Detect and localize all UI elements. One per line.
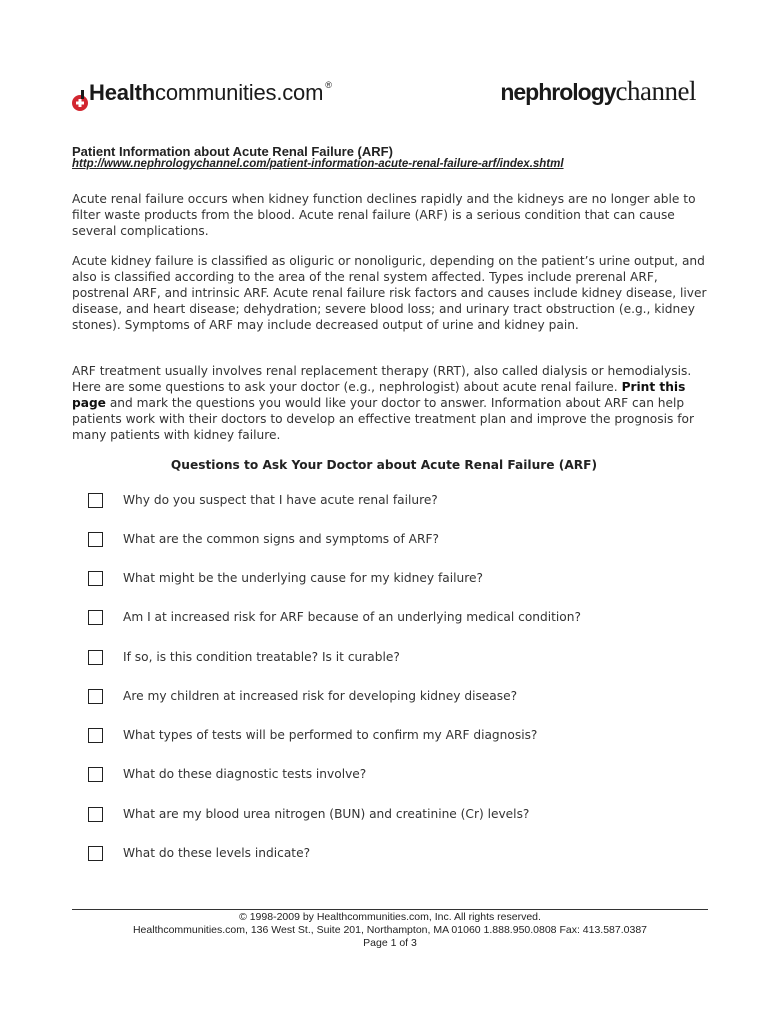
question-text: Are my children at increased risk for developing kidney disease?	[123, 689, 518, 703]
document-title: Patient Information about Acute Renal Failure (ARF)	[72, 144, 393, 159]
page-number: Page 1 of 3	[363, 937, 417, 949]
checkbox-icon[interactable]	[88, 767, 103, 782]
question-text: What are my blood urea nitrogen (BUN) and creatinine (Cr) levels?	[123, 807, 530, 821]
print-this-page-emphasis: Print this page	[72, 380, 686, 410]
checkbox-icon[interactable]	[88, 650, 103, 665]
health-cross-icon	[72, 90, 90, 112]
checkbox-icon[interactable]	[88, 571, 103, 586]
question-text: What do these levels indicate?	[123, 846, 311, 860]
nephrology-wordmark: nephrology	[500, 79, 616, 105]
checkbox-icon[interactable]	[88, 689, 103, 704]
question-item	[88, 689, 688, 707]
question-item	[88, 728, 688, 746]
question-text: Am I at increased risk for ARF because of an underlying medical condition?	[123, 610, 581, 624]
question-item	[88, 532, 688, 550]
question-item	[88, 610, 688, 628]
question-text: What types of tests will be performed to confirm my ARF diagnosis?	[123, 728, 538, 742]
footer-address: Healthcommunities.com, 136 West St., Suite 201, Northampton, MA 01060 1.888.950.0808 Fax: 413.587.0387	[132, 924, 648, 936]
treatment-paragraph: ARF treatment usually involves renal replacement therapy (RRT), also called dialysis or hemodialysis. Here are some questions to ask your doctor (e.g., nephrologist) about acute renal failure. Print this page and mark the questions you would like your doctor to answer. Information about ARF can help patients work with their doctors to develop an effective treatment plan and improve the prognosis for many patients with kidney failure.	[72, 364, 694, 442]
question-text: Why do you suspect that I have acute renal failure?	[123, 493, 438, 507]
question-item	[88, 767, 688, 785]
question-item	[88, 493, 688, 511]
checkbox-icon[interactable]	[88, 610, 103, 625]
channel-wordmark: channel	[615, 76, 696, 106]
classification-paragraph: Acute kidney failure is classified as oliguric or nonoliguric, depending on the patient’s urine output, and also is classified according to the area of the renal system affected. Types include prerenal ARF, postrenal ARF, and intrinsic ARF. Acute renal failure risk factors and causes include kidney disease, liver disease, and heart disease; dehydration; severe blood loss; and urinary tract obstruction (e.g., kidney stones). Symptoms of ARF may include decreased output of urine and kidney pain.	[72, 254, 707, 332]
question-item	[88, 650, 688, 668]
checkbox-icon[interactable]	[88, 493, 103, 508]
checkbox-icon[interactable]	[88, 532, 103, 547]
question-text: What might be the underlying cause for my kidney failure?	[123, 571, 483, 585]
question-item	[88, 807, 688, 825]
checkbox-icon[interactable]	[88, 807, 103, 822]
question-text: If so, is this condition treatable? Is it curable?	[123, 650, 400, 664]
footer-copyright: © 1998-2009 by Healthcommunities.com, Inc. All rights reserved.	[239, 911, 541, 923]
question-text: What are the common signs and symptoms of ARF?	[123, 532, 439, 546]
footer-divider	[72, 909, 708, 910]
healthcommunities-logo	[72, 80, 392, 114]
checkbox-icon[interactable]	[88, 846, 103, 861]
nephrologychannel-logo	[500, 76, 696, 107]
source-url-link[interactable]: http://www.nephrologychannel.com/patient-information-acute-renal-failure-arf/index.shtml	[72, 158, 564, 170]
question-item	[88, 846, 688, 864]
checkbox-icon[interactable]	[88, 728, 103, 743]
intro-paragraph: Acute renal failure occurs when kidney function declines rapidly and the kidneys are no longer able to filter waste products from the blood. Acute renal failure (ARF) is a serious condition that can cause several complications.	[72, 192, 696, 238]
questions-heading: Questions to Ask Your Doctor about Acute Renal Failure (ARF)	[170, 458, 598, 472]
question-text: What do these diagnostic tests involve?	[123, 767, 367, 781]
question-item	[88, 571, 688, 589]
healthcommunities-wordmark: Healthcommunities.com ®	[89, 79, 332, 105]
